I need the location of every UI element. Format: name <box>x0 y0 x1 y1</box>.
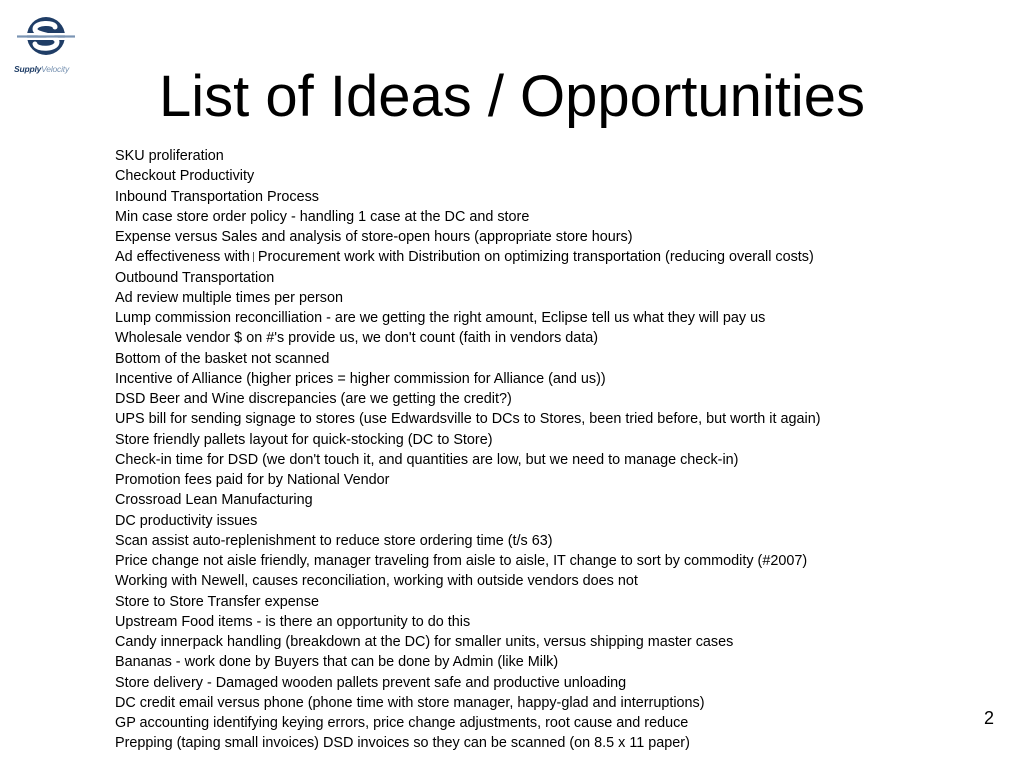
list-item: Ad review multiple times per person <box>115 289 343 306</box>
logo-wordmark-supply: Supply <box>14 64 42 74</box>
list-item: Check-in time for DSD (we don't touch it, and quantities are low, but we need to manage check-in) <box>115 451 739 468</box>
list-item: Incentive of Alliance (higher prices = higher commission for Alliance (and us)) <box>115 370 606 387</box>
logo-wordmark-velocity: Velocity <box>41 64 69 74</box>
list-item: Store friendly pallets layout for quick-stocking (DC to Store) <box>115 431 493 448</box>
list-item: Bananas - work done by Buyers that can be done by Admin (like Milk) <box>115 654 559 671</box>
list-item: Expense versus Sales and analysis of store-open hours (appropriate store hours) <box>115 229 633 245</box>
list-item-text: Ad effectiveness with <box>115 249 250 266</box>
list-item-overlapping <box>115 247 821 267</box>
page-number: 2 <box>984 708 995 728</box>
list-item: Wholesale vendor $ on #'s provide us, we don't count (faith in vendors data) <box>115 330 599 347</box>
list-item: Crossroad Lean Manufacturing <box>115 492 313 509</box>
list-item: Min case store order policy - handling 1 case at the DC and store <box>115 208 530 225</box>
list-item: Price change not aisle friendly, manager traveling from aisle to aisle, IT change to sort by commodity (#2007) <box>115 553 808 569</box>
text-cursor-mark <box>253 252 254 262</box>
list-item: Scan assist auto-replenishment to reduce store ordering time (t/s 63) <box>115 532 553 549</box>
list-item: Outbound Transportation <box>115 269 275 286</box>
list-item: Working with Newell, causes reconciliation, working with outside vendors does not <box>115 573 638 590</box>
list-item: Promotion fees paid for by National Vendor <box>115 472 390 488</box>
list-item: UPS bill for sending signage to stores (use Edwardsville to DCs to Stores, been tried before, but worth it again) <box>115 411 821 428</box>
list-item: DSD Beer and Wine discrepancies (are we getting the credit?) <box>115 391 512 407</box>
list-item: Upstream Food items - is there an opportunity to do this <box>115 613 471 630</box>
list-item: Lump commission reconcilliation - are we getting the right amount, Eclipse tell us what they will pay us <box>115 310 766 326</box>
supply-velocity-s-icon <box>15 14 77 58</box>
list-item: DC credit email versus phone (phone time with store manager, happy-glad and interruptions) <box>115 694 705 711</box>
ideas-list <box>115 146 821 754</box>
list-item: Store delivery - Damaged wooden pallets prevent safe and productive unloading <box>115 674 627 691</box>
list-item: Prepping (taping small invoices) DSD invoices so they can be scanned (on 8.5 x 11 paper) <box>115 735 690 752</box>
list-item: GP accounting identifying keying errors, price change adjustments, root cause and reduce <box>115 715 689 731</box>
list-item: Candy innerpack handling (breakdown at the DC) for smaller units, versus shipping master cases <box>115 634 734 650</box>
list-item: Checkout Productivity <box>115 168 255 185</box>
overlap-text: Procurement work with Distribution on optimizing transportation (reducing overall costs) <box>257 249 814 266</box>
list-item: Inbound Transportation Process <box>115 188 319 205</box>
list-item: SKU proliferation <box>115 148 224 164</box>
slide-title: List of Ideas / Opportunities <box>158 64 866 129</box>
list-item: Bottom of the basket not scanned <box>115 350 330 367</box>
list-item: Store to Store Transfer expense <box>115 593 319 610</box>
list-item: DC productivity issues <box>115 512 258 529</box>
